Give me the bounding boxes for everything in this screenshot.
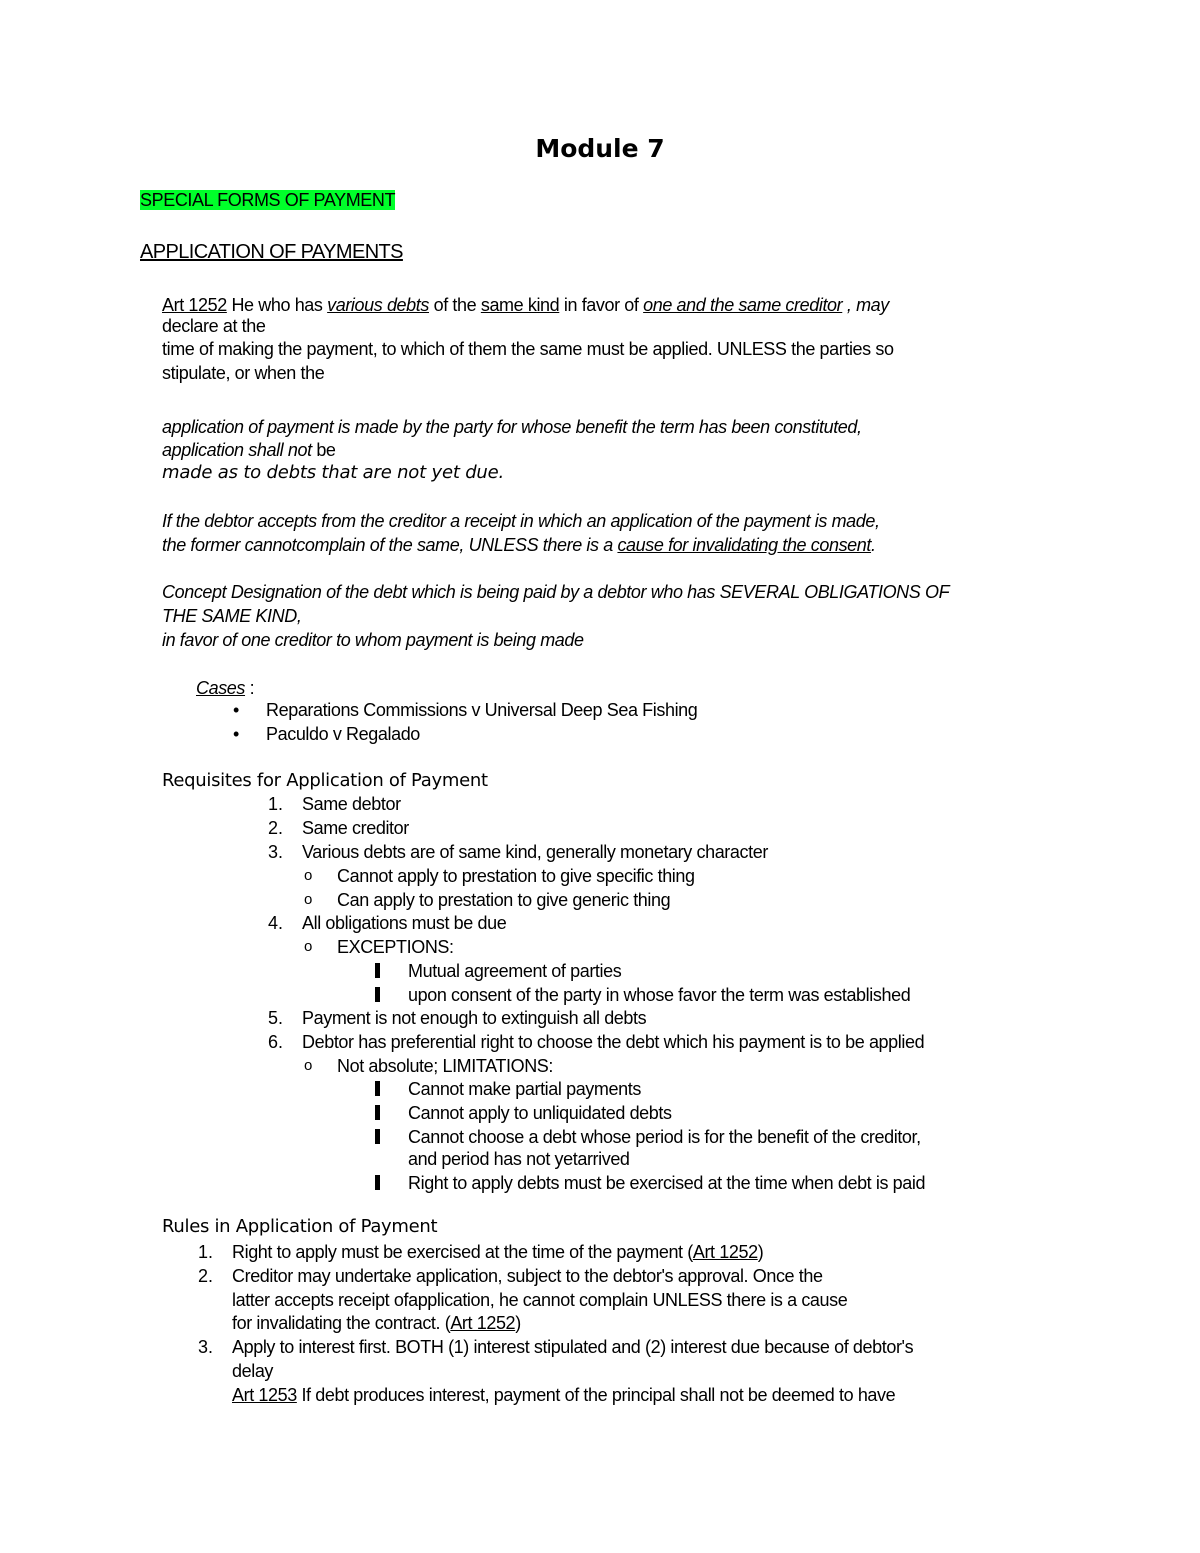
art1252-line-4: stipulate, or when the xyxy=(162,363,325,383)
rule-item-3-line-1: Apply to interest first. BOTH (1) interest stipulated and (2) interest due because of debtor's xyxy=(232,1337,914,1357)
underlined-text: cause for invalidating the consent xyxy=(617,535,872,555)
text: of the xyxy=(429,295,481,315)
list-subsubitem: Cannot make partial payments xyxy=(408,1079,641,1099)
list-subsubitem-continued: and period has not yetarrived xyxy=(408,1149,630,1169)
text: : xyxy=(245,678,255,698)
list-item: Various debts are of same kind, generally monetary character xyxy=(302,842,768,862)
text: ) xyxy=(757,1242,764,1262)
list-number: 2. xyxy=(198,1266,214,1286)
rule-item-3-line-2: delay xyxy=(232,1361,274,1381)
list-number: 5. xyxy=(268,1008,284,1028)
list-subsubitem: Right to apply debts must be exercised at the time when debt is paid xyxy=(408,1173,926,1193)
list-subitem: Not absolute; LIMITATIONS: xyxy=(337,1056,554,1076)
requisites-heading: Requisites for Application of Payment xyxy=(162,770,488,791)
circle-marker: o xyxy=(304,1057,313,1074)
circle-marker: o xyxy=(304,867,313,884)
concept-line-3: in favor of one creditor to whom payment is being made xyxy=(162,630,584,650)
circle-marker: o xyxy=(304,938,313,955)
text: ) xyxy=(515,1313,521,1333)
list-subsubitem: Cannot apply to unliquidated debts xyxy=(408,1103,672,1123)
text: the former cannotcomplain of the same, UNLESS there is a xyxy=(162,535,618,555)
list-item: All obligations must be due xyxy=(302,913,507,933)
list-number: 3. xyxy=(268,842,284,862)
list-subsubitem: Cannot choose a debt whose period is for the benefit of the creditor, xyxy=(408,1127,921,1147)
application-line-2 xyxy=(162,438,336,462)
list-subitem: Cannot apply to prestation to give specific thing xyxy=(337,866,695,886)
rule-item-2-line-1: Creditor may undertake application, subject to the debtor's approval. Once the xyxy=(232,1266,823,1286)
text: in favor of xyxy=(559,295,644,315)
case-item: Reparations Commissions v Universal Deep Sea Fishing xyxy=(266,700,698,720)
underlined-text: one and the same creditor xyxy=(643,295,843,315)
application-line-1: application of payment is made by the party for whose benefit the term has been constituted, xyxy=(162,417,862,437)
underlined-text: same kind xyxy=(480,295,560,315)
list-item: Same creditor xyxy=(302,818,409,838)
rule-item-2-line-3 xyxy=(232,1311,521,1335)
circle-marker: o xyxy=(304,891,313,908)
article-ref: Art 1252 xyxy=(162,295,227,315)
text: be xyxy=(311,440,336,460)
list-subsubitem: upon consent of the party in whose favor the term was established xyxy=(408,985,911,1005)
receipt-line-2 xyxy=(162,533,876,557)
list-number: 6. xyxy=(268,1032,284,1052)
list-number: 2. xyxy=(268,818,284,838)
case-item: Paculdo v Regalado xyxy=(266,724,420,744)
list-item: Payment is not enough to extinguish all debts xyxy=(302,1008,647,1028)
article-ref: Art 1252 xyxy=(450,1313,516,1333)
square-bullet-icon xyxy=(375,963,380,978)
text: , may xyxy=(842,295,889,315)
list-item: Debtor has preferential right to choose the debt which his payment is to be applied xyxy=(302,1032,925,1052)
list-number: 3. xyxy=(198,1337,214,1357)
concept-line-1: Concept Designation of the debt which is being paid by a debtor who has SEVERAL OBLIGATIONS OF xyxy=(162,582,950,602)
list-subitem: Can apply to prestation to give generic thing xyxy=(337,890,671,910)
concept-line-2: THE SAME KIND, xyxy=(162,606,302,626)
bullet-marker: • xyxy=(233,700,240,720)
rule-item-1 xyxy=(232,1240,763,1264)
bullet-marker: • xyxy=(233,724,240,744)
article-ref: Art 1253 xyxy=(232,1385,297,1405)
art1252-line-2: declare at the xyxy=(162,316,266,336)
art1252-line-1 xyxy=(162,293,889,317)
square-bullet-icon xyxy=(375,1175,380,1190)
text: He who has xyxy=(226,295,328,315)
list-item: Same debtor xyxy=(302,794,401,814)
text: . xyxy=(871,535,876,555)
list-number: 1. xyxy=(198,1242,214,1262)
underlined-text: various debts xyxy=(327,295,429,315)
rule-item-2-line-2: latter accepts receipt ofapplication, he cannot complain UNLESS there is a cause xyxy=(232,1290,848,1310)
list-subsubitem: Mutual agreement of parties xyxy=(408,961,622,981)
text: for invalidating the contract. ( xyxy=(232,1313,451,1333)
list-number: 4. xyxy=(268,913,284,933)
square-bullet-icon xyxy=(375,987,380,1002)
art1252-line-3: time of making the payment, to which of them the same must be applied. UNLESS the parties so xyxy=(162,339,894,359)
article-ref: Art 1252 xyxy=(692,1242,758,1262)
square-bullet-icon xyxy=(375,1081,380,1096)
section-label xyxy=(140,188,395,212)
receipt-line-1: If the debtor accepts from the creditor a receipt in which an application of the payment is made, xyxy=(162,511,880,531)
square-bullet-icon xyxy=(375,1129,380,1144)
highlighted-label: SPECIAL FORMS OF PAYMENT xyxy=(140,190,396,210)
cases-label xyxy=(196,676,254,700)
rules-heading: Rules in Application of Payment xyxy=(162,1216,438,1237)
text: application shall not xyxy=(162,440,312,460)
application-line-3: made as to debts that are not yet due. xyxy=(162,462,505,483)
rule-item-3-line-3 xyxy=(232,1383,895,1407)
text: If debt produces interest, payment of the principal shall not be deemed to have xyxy=(296,1385,896,1405)
text: Cases xyxy=(196,678,246,698)
text: Right to apply must be exercised at the time of the payment ( xyxy=(232,1242,693,1262)
page-title: Module 7 xyxy=(535,134,665,163)
section-heading: APPLICATION OF PAYMENTS xyxy=(140,241,403,263)
square-bullet-icon xyxy=(375,1105,380,1120)
list-subitem: EXCEPTIONS: xyxy=(337,937,454,957)
list-number: 1. xyxy=(268,794,284,814)
